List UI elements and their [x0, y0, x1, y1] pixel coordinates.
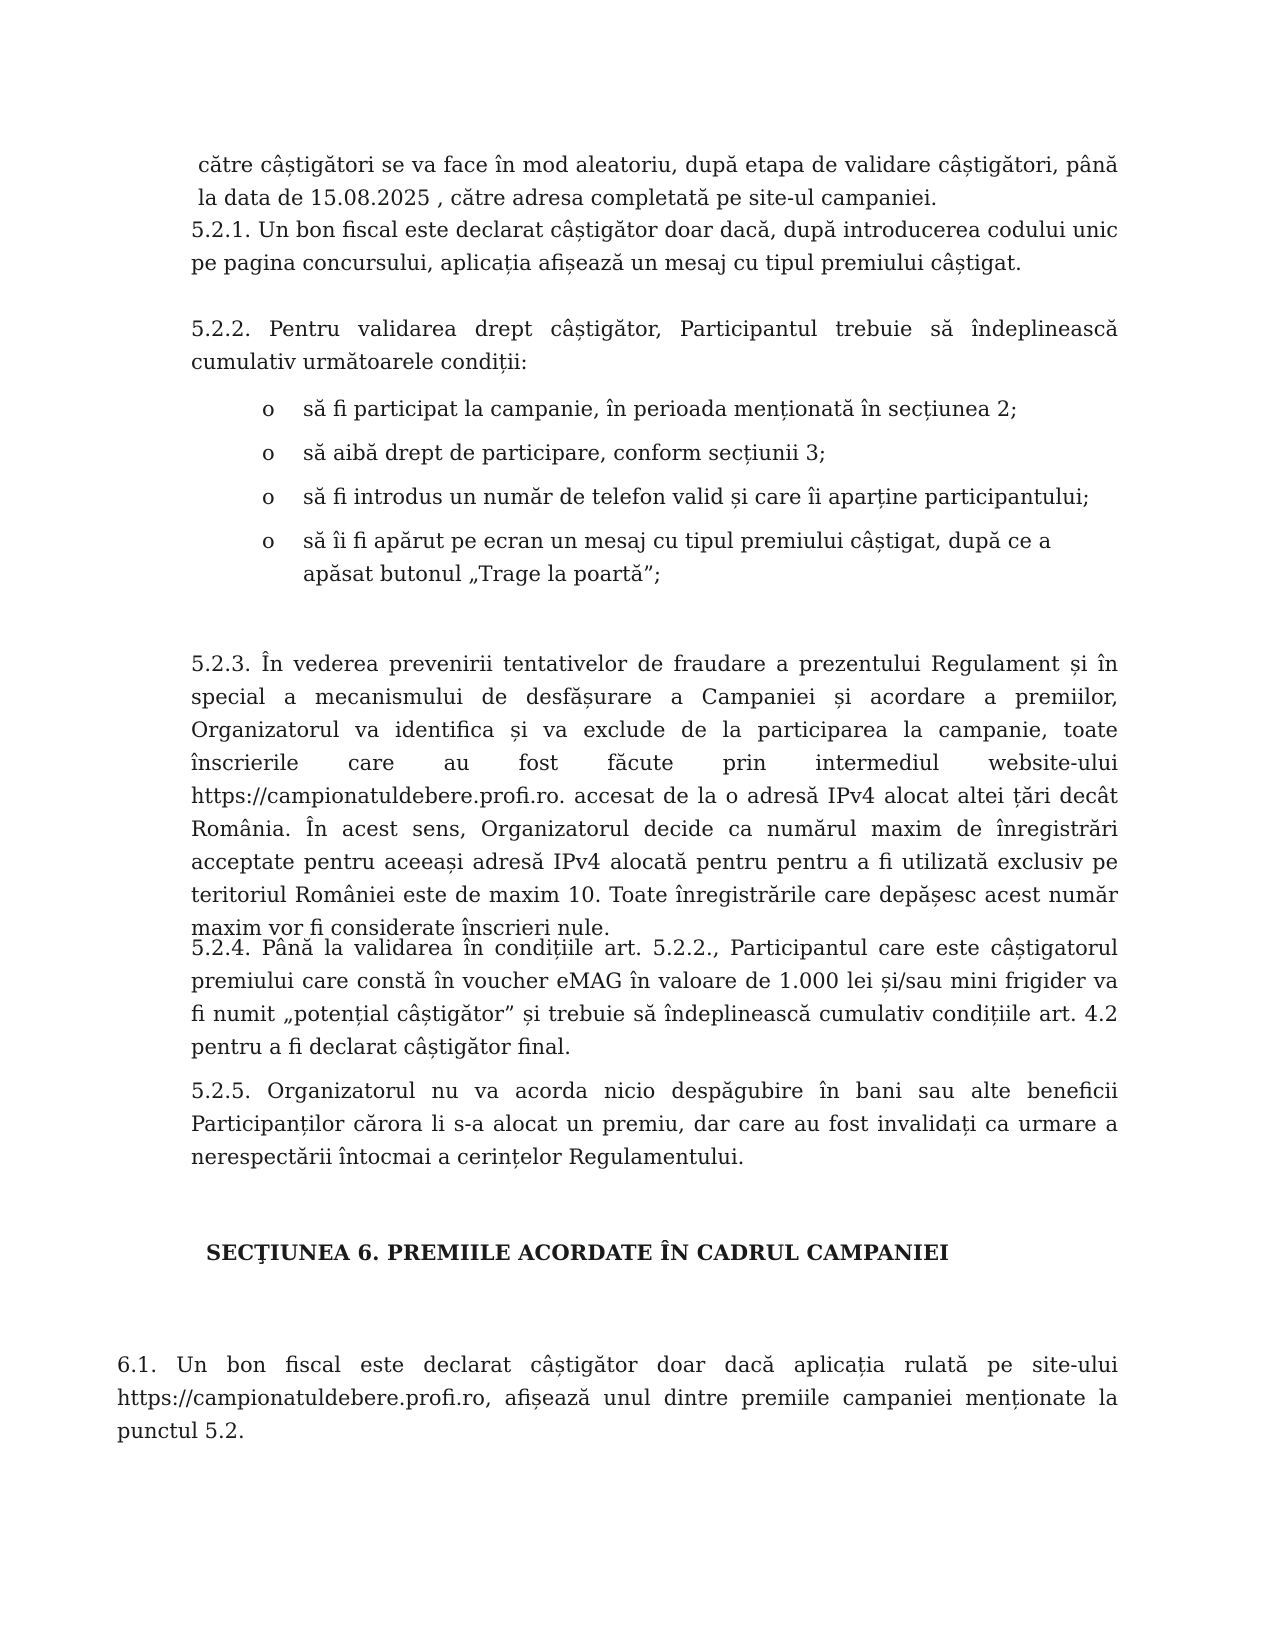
bullet-marker: o	[262, 485, 275, 509]
paragraph-5-2-4: 5.2.4. Până la validarea în condițiile art. 5.2.2., Participantul care este câștigatorul premiului care constă în voucher eMAG în valoare de 1.000 lei și/sau mini frigider va fi numit „potențial câștigător” și trebuie să îndeplinească cumulativ condițiile art. 4.2 pentru a fi declarat câștigător final.	[191, 936, 1118, 1059]
continuation-paragraph: către câștigători se va face în mod aleatoriu, după etapa de validare câștigători, până la data de 15.08.2025 , către adresa completată pe site-ul campaniei.	[198, 153, 1118, 210]
list-item	[262, 437, 1122, 470]
paragraph-5-2-3: 5.2.3. În vederea prevenirii tentativelor de fraudare a prezentului Regulament și în special a mecanismului de desfășurare a Campaniei și acordare a premiilor, Organizatorul va identifica și va exclude de la participarea la campanie, toate înscrierile care au fost făcute prin intermediul website-ului https://campionatuldebere.profi.ro. accesat de la o adresă IPv4 alocat altei țări decât România. În acest sens, Organizatorul decide ca numărul maxim de înregistrări acceptate pentru aceeași adresă IPv4 alocată pentru pentru a fi utilizată exclusiv pe teritoriul României este de maxim 10. Toate înregistrările care depășesc acest număr maxim vor fi considerate înscrieri nule.	[191, 652, 1118, 940]
bullet-marker: o	[262, 397, 275, 421]
paragraph-5-2-2: 5.2.2. Pentru validarea drept câștigător, Participantul trebuie să îndeplinească cumulativ următoarele condiții:	[191, 317, 1118, 374]
list-item	[262, 525, 1122, 591]
paragraph-5-2-1: 5.2.1. Un bon fiscal este declarat câștigător doar dacă, după introducerea codului unic pe pagina concursului, aplicația afișează un mesaj cu tipul premiului câștigat.	[191, 218, 1118, 275]
bullet-marker: o	[262, 441, 275, 465]
list-item	[262, 393, 1122, 426]
bullet-marker: o	[262, 529, 275, 553]
list-item	[262, 481, 1122, 514]
section-6-heading: SECŢIUNEA 6. PREMIILE ACORDATE ÎN CADRUL CAMPANIEI	[206, 1240, 950, 1265]
condition-text: să aibă drept de participare, conform secțiunii 3;	[303, 441, 826, 465]
condition-text: să fi participat la campanie, în perioada menționată în secțiunea 2;	[303, 397, 1018, 421]
condition-text: să fi introdus un număr de telefon valid și care îi aparține participantului;	[303, 485, 1090, 509]
conditions-list	[262, 393, 1122, 602]
paragraph-6-1: 6.1. Un bon fiscal este declarat câștigător doar dacă aplicația rulată pe site-ului https://campionatuldebere.profi.ro, afișează unul dintre premiile campaniei menționate la punctul 5.2.	[117, 1353, 1118, 1443]
condition-text: să îi fi apărut pe ecran un mesaj cu tipul premiului câștigat, după ce a apăsat butonul „Trage la poartă”;	[303, 529, 1052, 586]
paragraph-5-2-5: 5.2.5. Organizatorul nu va acorda nicio despăgubire în bani sau alte beneficii Participanților cărora li s-a alocat un premiu, dar care au fost invalidați ca urmare a nerespectării întocmai a cerințelor Regulamentului.	[191, 1079, 1118, 1169]
